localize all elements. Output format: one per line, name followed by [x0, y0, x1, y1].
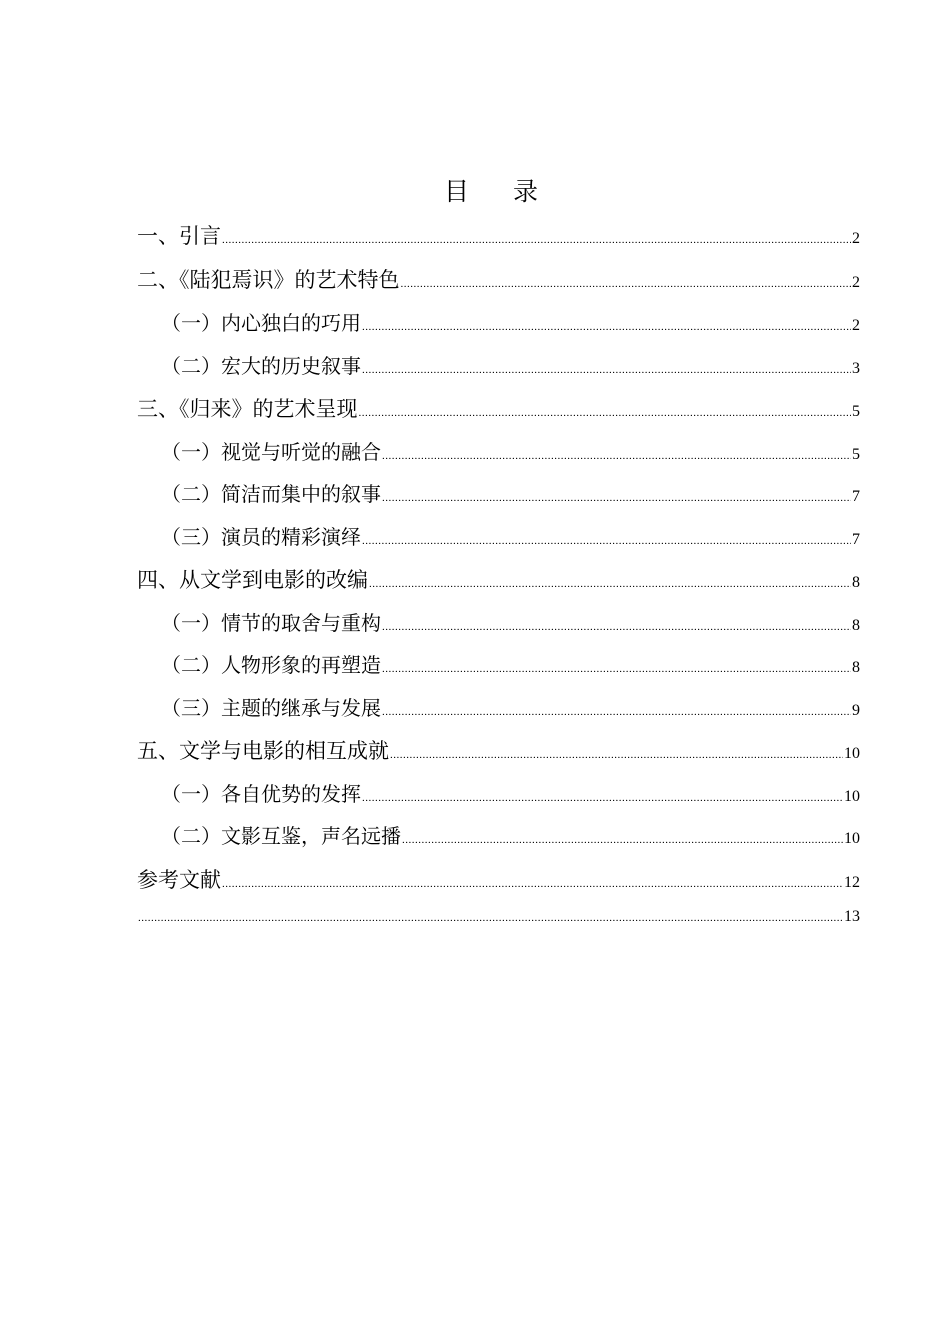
- toc-leader-dots: [382, 663, 851, 675]
- toc-entry-page: 7: [852, 488, 860, 505]
- toc-leader-dots: [362, 792, 843, 804]
- toc-entry-page: 10: [844, 788, 860, 805]
- toc-leader-dots: [222, 234, 851, 246]
- toc-leader-dots: [401, 278, 852, 290]
- toc-entry-label: （三）演员的精彩演绎: [161, 525, 361, 549]
- toc-entry-page: 5: [852, 403, 860, 420]
- toc-entry[interactable]: [137, 352, 860, 383]
- toc-entry[interactable]: [137, 651, 860, 682]
- toc-entry-page: 13: [844, 908, 860, 925]
- toc-entry-label: （三）主题的继承与发展: [161, 696, 381, 720]
- toc-entry-page: 8: [852, 617, 860, 634]
- toc-entry[interactable]: [137, 395, 860, 426]
- toc-entry-label: 五、文学与电影的相互成就: [137, 739, 389, 763]
- toc-leader-dots: [362, 364, 851, 376]
- toc-entry-label: （二）文影互鉴，声名远播: [161, 824, 401, 848]
- toc-entry-page: 10: [844, 830, 860, 847]
- toc-entry-page: 8: [852, 659, 860, 676]
- toc-title: 目 录: [444, 177, 556, 206]
- toc-entry-page: 10: [844, 745, 860, 762]
- toc-entry-page: 5: [852, 446, 860, 463]
- toc-entry-label: 一、引言: [137, 224, 221, 248]
- toc-entry-page: 2: [852, 274, 860, 291]
- toc-entry-label: （二）人物形象的再塑造: [161, 653, 381, 677]
- toc-entry-label: 三、《归来》的艺术呈现: [137, 397, 358, 421]
- toc-entry-label: （二）宏大的历史叙事: [161, 354, 361, 378]
- toc-entry-label: （一）视觉与听觉的融合: [161, 440, 381, 464]
- toc-entry-label: （一）各自优势的发挥: [161, 782, 361, 806]
- toc-entry[interactable]: [137, 566, 860, 597]
- toc-entry[interactable]: [137, 266, 860, 297]
- toc-leader-dots: [382, 621, 851, 633]
- toc-leader-dots: [390, 749, 843, 761]
- toc-entry[interactable]: [137, 480, 860, 511]
- toc-leader-dots: [362, 535, 851, 547]
- toc-entry[interactable]: [137, 822, 860, 853]
- toc-entry[interactable]: [137, 866, 860, 897]
- toc-entry-label: （一）情节的取舍与重构: [161, 611, 381, 635]
- toc-entry[interactable]: [137, 309, 860, 340]
- toc-entry-label: （二）简洁而集中的叙事: [161, 482, 381, 506]
- toc-entry-page: 8: [852, 574, 860, 591]
- toc-entry[interactable]: [137, 609, 860, 640]
- toc-entry-page: 9: [852, 702, 860, 719]
- toc-entry[interactable]: [137, 780, 860, 811]
- toc-entry-page: 7: [852, 531, 860, 548]
- toc-entry-page: 12: [844, 874, 860, 891]
- toc-leader-dots: [382, 706, 851, 718]
- toc-entry-page: 2: [852, 230, 860, 247]
- toc-entry[interactable]: [137, 438, 860, 469]
- toc-entry-label: 四、从文学到电影的改编: [137, 568, 368, 592]
- toc-entry-page: 2: [852, 317, 860, 334]
- toc-entry[interactable]: [137, 903, 860, 931]
- toc-entry[interactable]: [137, 694, 860, 725]
- toc-leader-dots: [138, 912, 843, 924]
- toc-entry[interactable]: [137, 222, 860, 253]
- toc-leader-dots: [382, 492, 851, 504]
- toc-entry-page: 3: [852, 360, 860, 377]
- toc-entry-label: （一）内心独白的巧用: [161, 311, 361, 335]
- toc-entry-label: 参考文献: [137, 868, 221, 892]
- toc-leader-dots: [362, 321, 851, 333]
- toc-entry[interactable]: [137, 737, 860, 768]
- toc-leader-dots: [222, 878, 843, 890]
- toc-leader-dots: [369, 578, 851, 590]
- toc-leader-dots: [382, 450, 851, 462]
- toc-leader-dots: [402, 834, 843, 846]
- toc-entry-label: 二、《陆犯焉识》的艺术特色: [137, 268, 400, 292]
- toc-entry[interactable]: [137, 523, 860, 554]
- toc-leader-dots: [359, 407, 852, 419]
